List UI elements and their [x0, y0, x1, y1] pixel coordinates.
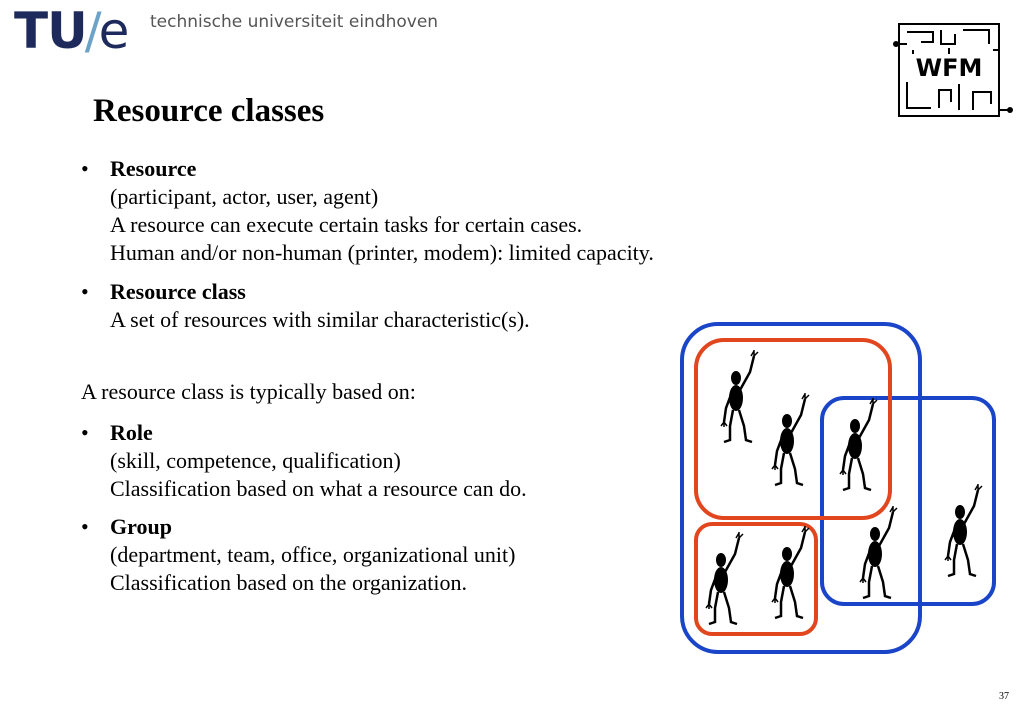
list-item-resource [110, 155, 654, 267]
university-name: technische universiteit eindhoven [150, 12, 439, 32]
bullet-line: Human and/or non-human (printer, modem): limited capacity. [110, 240, 654, 265]
logo-tu-text: TU [14, 2, 87, 60]
page-number: 37 [999, 691, 1009, 702]
bullet-line: (skill, competence, qualification) [110, 448, 401, 473]
logo-slash: / [84, 2, 101, 60]
bullet-line: A resource can execute certain tasks for certain cases. [110, 212, 583, 237]
intro-text: A resource class is typically based on: [81, 379, 416, 404]
group-box-right [822, 398, 994, 604]
bullet-line: A set of resources with similar characteristic(s). [110, 307, 530, 332]
bullet-heading: Group [110, 514, 172, 539]
bullet-line: Classification based on what a resource can do. [110, 476, 527, 501]
bullet-line: (participant, actor, user, agent) [110, 184, 379, 209]
bullet-marker: • [81, 156, 89, 181]
bullet-line: (department, team, office, organizational unit) [110, 542, 516, 567]
bullet-marker: • [81, 279, 89, 304]
resource-classes-diagram [670, 318, 1010, 663]
svg-text:WFM: WFM [915, 54, 983, 82]
bullet-marker: • [81, 420, 89, 445]
wfm-logo-icon [893, 20, 1013, 120]
bullet-heading: Resource class [110, 279, 246, 304]
slide-title: Resource classes [93, 93, 325, 129]
tue-logo [14, 2, 129, 60]
logo-e-text: e [98, 2, 129, 60]
bullet-heading: Resource [110, 156, 197, 181]
list-item-resource-class [110, 278, 530, 334]
list-item-group [110, 513, 515, 597]
bullet-line: Classification based on the organization. [110, 570, 468, 595]
bullet-marker: • [81, 514, 89, 539]
bullet-heading: Role [110, 420, 153, 445]
list-item-role [110, 419, 527, 503]
